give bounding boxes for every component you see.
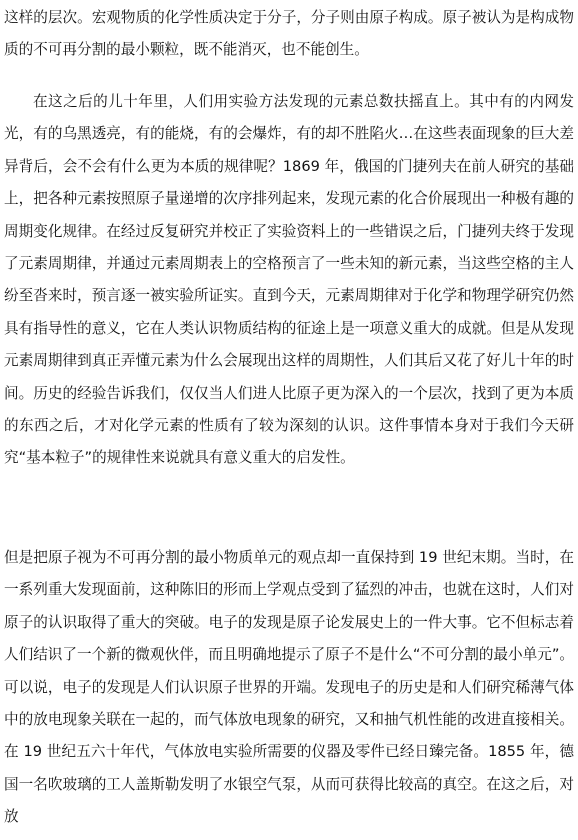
paragraph-3: 但是把原子视为不可再分割的最小物质单元的观点却一直保持到 19 世纪末期。当时，在一系列重大发现面前，这种陈旧的形而上学观点受到了猛烈的冲击，也就在这时，人们对原子的认识取得了重大的突破。电子的发现是原子论发展史上的一件大事。它不但标志着人们结识了一个新的微观伙伴，而且明确地提示了原子不是什么“不可分割的最小单元”。可以说，电子的发现是人们认识原子世界的开端。发现电子的历史是和人们研究稀薄气体中的放电现象关联在一起的，而气体放电现象的研究，又和抽气机性能的改进直接相关。在 19 世纪五六十年代，气体放电实验所需要的仪器及零件已经日臻完备。1855 年，德国一名吹玻璃的工人盖斯勒发明了水银空气泵，从而可获得比较高的真空。在这之后，对放 [4, 549, 574, 826]
paragraph-1: 这样的层次。宏观物质的化学性质决定于分子，分子则由原子构成。原子被认为是构成物质的不可再分割的最小颗粒，既不能消灭，也不能创生。 [4, 9, 574, 59]
paragraph-2: 在这之后的儿十年里，人们用实验方法发现的元素总数扶摇直上。其中有的内网发光，有的乌黑透亮，有的能烧，有的会爆炸，有的却不胜陷火…在这些表面现象的巨大差异背后，会不会有什么更为本质的规律呢？1869 年，俄国的门捷列夫在前人研究的基础上，把各种元素按照原子量递增的次序排列起来，发现元素的化合价展现出一种极有趣的周期变化规律。在经过反复研究并校正了实验资料上的一些错误之后，门捷列夫终于发现了元素周期律，并通过元素周期表上的空格预言了一些未知的新元素，当这些空格的主人纷至沓来时，预言逐一被实验所证实。直到今天，元素周期律对于化学和物理学研究仍然具有指导性的意义，它在人类认识物质结构的征途上是一项意义重大的成就。但是从发现元素周期律到真正弄懂元素为什么会展现出这样的周期性，人们其后又花了好儿十年的时间。历史的经验告诉我们，仅仅当人们进人比原子更为深入的一个层次，找到了更为本质的东西之后，才对化学元素的性质有了较为深刻的认识。这件事情本身对于我们今天研究“基本粒子”的规律性来说就具有意义重大的启发性。 [4, 93, 574, 467]
